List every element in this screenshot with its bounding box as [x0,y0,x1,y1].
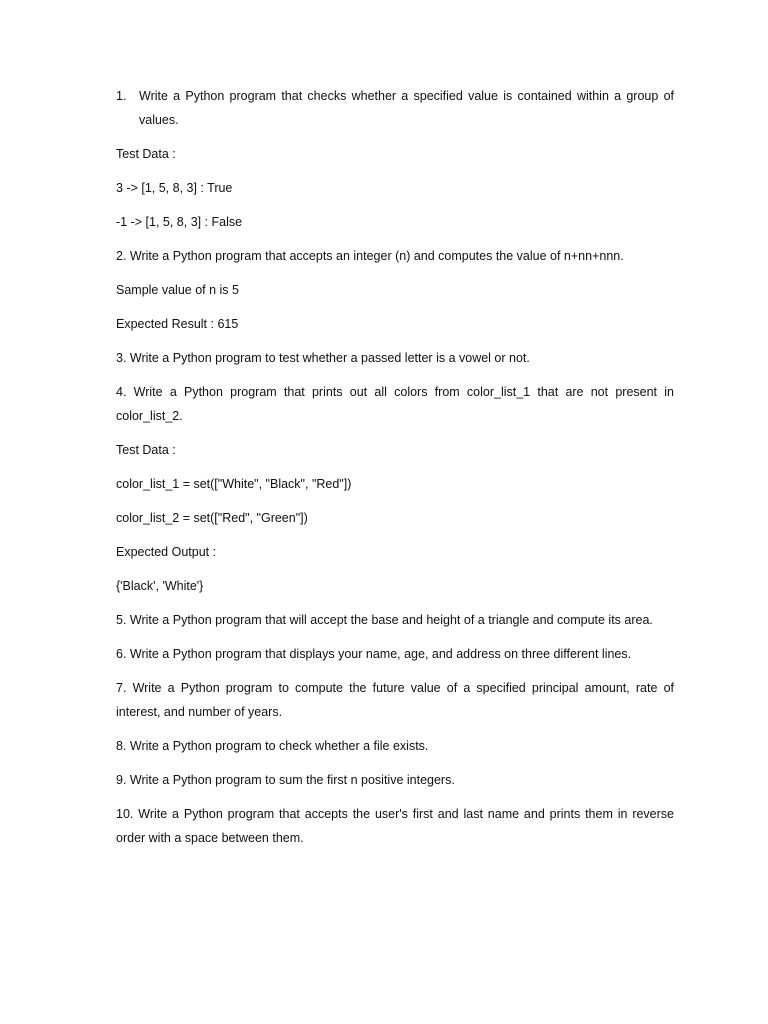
question-5: 5. Write a Python program that will accept the base and height of a triangle and compute its area. [116,613,653,627]
document-page [116,84,674,860]
question-7: 7. Write a Python program to compute the future value of a specified principal amount, rate of interest, and number of years. [116,681,674,719]
question-1-test-case-1: 3 -> [1, 5, 8, 3] : True [116,181,233,195]
question-4-test-data-label: Test Data : [116,443,176,457]
question-2-sample-value: Sample value of n is 5 [116,283,239,297]
question-8: 8. Write a Python program to check whether a file exists. [116,739,429,753]
question-6: 6. Write a Python program that displays your name, age, and address on three different lines. [116,647,632,661]
question-1-test-data-label: Test Data : [116,147,176,161]
question-1-number: 1. [116,89,127,103]
question-1 [116,84,674,132]
question-2-expected-result: Expected Result : 615 [116,317,239,331]
question-1-text: Write a Python program that checks whether a specified value is contained within a group of values. [139,89,674,127]
question-4-color-list-1: color_list_1 = set(["White", "Black", "Red"]) [116,477,352,491]
question-2: 2. Write a Python program that accepts an integer (n) and computes the value of n+nn+nnn. [116,249,624,263]
question-3: 3. Write a Python program to test whether a passed letter is a vowel or not. [116,351,530,365]
question-10: 10. Write a Python program that accepts the user's first and last name and prints them in reverse order with a space between them. [116,807,674,845]
question-4-expected-output-label: Expected Output : [116,545,217,559]
question-4-color-list-2: color_list_2 = set(["Red", "Green"]) [116,511,308,525]
question-9: 9. Write a Python program to sum the first n positive integers. [116,773,455,787]
question-4-expected-output-value: {'Black', 'White'} [116,579,204,593]
question-1-test-case-2: -1 -> [1, 5, 8, 3] : False [116,215,243,229]
question-4: 4. Write a Python program that prints out all colors from color_list_1 that are not present in color_list_2. [116,385,674,423]
